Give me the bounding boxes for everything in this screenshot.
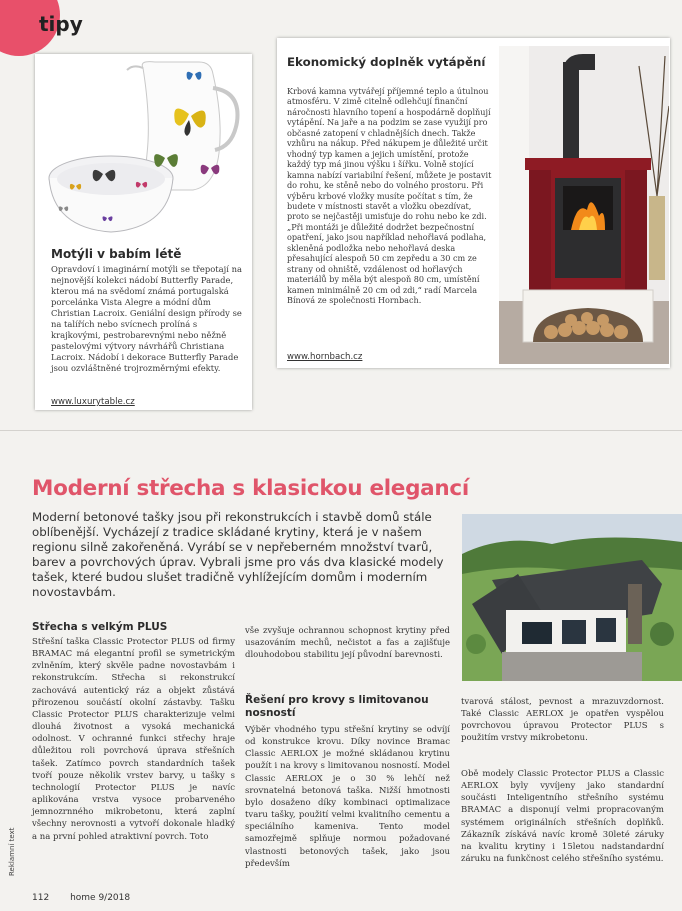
subheading-plus: Střecha s velkým PLUS — [32, 621, 168, 633]
article-lead: Moderní betonové tašky jsou při rekonstrukcích i stavbě domů stále oblíbenější. Vycházejí z tradice skládané krytiny, která je v našem regionu silně zakořeněná. Vyrábí se v nepřeberném množství tvarů, barev a povrchových úprav. Vybrali jsme pro vás dva klasické modely tašek, které budou slušet tradičně vyhlížejícím domům i moderním novostavbám. — [32, 510, 444, 600]
page-footer — [32, 893, 130, 903]
stove-photo — [499, 46, 669, 364]
card-stove — [277, 38, 670, 368]
card-stove-heading: Ekonomický doplněk vytápění — [287, 55, 486, 69]
card-stove-text: Krbová kamna vytvářejí příjemné teplo a útulnou atmosféru. V zimě citelně odlehčují finanční náročnosti hlavního topení a hospodárně doplňují vytápění. Na jaře a na podzim se zase využijí pro občasné zatopení v chladnějších dnech. Takže vzhůru na nákup. Před nákupem je důležité určit vhodný typ kamen a jejich umístění, protože každý typ má jinou výšku i šířku. Volně stojící kamna nabízí variabilní řešení, můžete je postavit do rohu, ke stěně nebo do volného prostoru. Při výběru krbové vložky musíte počítat s tím, že budete v místnosti stavět a vložku obezdívat, proto se nejčastěji umisťuje do rohu nebo ke zdi. „Při montáži je důležité dodržet bezpečnostní opatření, jako jsou například nehořlavá podlaha, skleněná podložka nebo nehořlavá deska přesahující alespoň 50 cm zepředu a 30 cm ze strany od ohniště, vzdálenost od hořlavých materiálů by měla být alespoň 80 cm, umístění kamen minimálně 20 cm od zdi,“ radí Marcela Bínová ze společnosti Hornbach. — [287, 86, 492, 306]
advert-label: Reklamní text — [8, 827, 16, 876]
section-divider — [0, 430, 682, 431]
hornbach-link[interactable]: www.hornbach.cz — [287, 352, 363, 362]
card-dishes-text: Opravdoví i imaginární motýli se třepotají na nejnovější kolekci nádobí Butterfly Parade, kterou má na svědomí známá portugalská porcelánka Vista Alegre a módní dům Christian Lacroix. Geniální design přírody se na talířích nebo svícnech prolíná s krajkovými, pestrobarevnými nebo něžně pastelovými výtvory návrhářů Christiana Lacroix. Nádobí i dekorace Butterfly Parade jsou ozvláštněné trojrozměrnými efekty. — [51, 264, 242, 373]
article-title: Moderní střecha s klasickou elegancí — [32, 476, 469, 501]
article-column-3: tvarová stálost, pevnost a mrazuvzdornost. Také Classic AERLOX je opatřen vyspělou povrchovou úpravou Protector PLUS s použitím vrstvy mikrobetonu. — [461, 697, 664, 744]
article-column-3b: Obě modely Classic Protector PLUS a Classic AERLOX byly vyvíjeny jako standardní součásti Inteligentního střešního systému BRAMAC a disponují velmi propracovaným systémem originálních střešních doplňků. Zákazník získává navíc kromě 30leté záruky na kvalitu krytiny i 15letou nadstandardní záruku na funkčnost celého střešního systému. — [461, 769, 664, 865]
butterfly-dishes-photo — [43, 58, 243, 243]
subheading-krovy: Řešení pro krovy s limitovanou nosností — [245, 694, 429, 719]
luxurytable-link[interactable]: www.luxurytable.cz — [51, 397, 135, 407]
issue-label: home 9/2018 — [70, 893, 131, 903]
article-column-2: vše zvyšuje ochrannou schopnost krytiny před usazováním mechů, nečistot a fas a zajišťuje dlouhodobou stabilitu její původní barevnosti. — [245, 626, 450, 661]
article-column-1: Střešní taška Classic Protector PLUS od firmy BRAMAC má elegantní profil se symetrickým zvlněním, který skvěle padne novostavbám i rekonstrukcím. Střecha si rekonstrukcí zachovává autentický ráz a objekt zůstává přirozenou součástí okolní zástavby. Tašku Classic Protector PLUS charakterizuje velmi dlouhá životnost a vysoká mechanická odolnost. V ochranné funkci střechy hraje důležitou roli povrchová úprava střešních tašek. Zatímco povrch standardních tašek tvoří pouze několik vrstev barvy, u tašky s technologií Protector PLUS je navíc aplikována vrstva vysoce probarveného jemnozrnného mikrobetonu, která zaplní všechny nerovnosti a vytvoří dokonale hladký a na první pohled atraktivní povrch. Toto — [32, 637, 235, 842]
article-column-2b: Výběr vhodného typu střešní krytiny se odvíjí od konstrukce krovu. Díky novince Bramac Classic AERLOX je možné skládanou krytinu použít i na krovy s limitovanou nosností. Model Classic AERLOX je o 30 % lehčí než srovnatelná betonová taška. Nižší hmotnosti bylo dosaženo díky kombinaci optimalizace tvaru tašky, použití velmi kvalitního cementu a speciálního kameniva. Tento model samozřejmě splňuje normou požadované vlastnosti betonových tašek, jako jsou především — [245, 725, 450, 869]
house-photo — [462, 514, 682, 681]
card-dishes-heading: Motýli v babím létě — [51, 247, 182, 261]
card-dishes — [35, 54, 252, 410]
page-number: 112 — [32, 893, 50, 903]
section-tag: tipy — [39, 12, 83, 36]
